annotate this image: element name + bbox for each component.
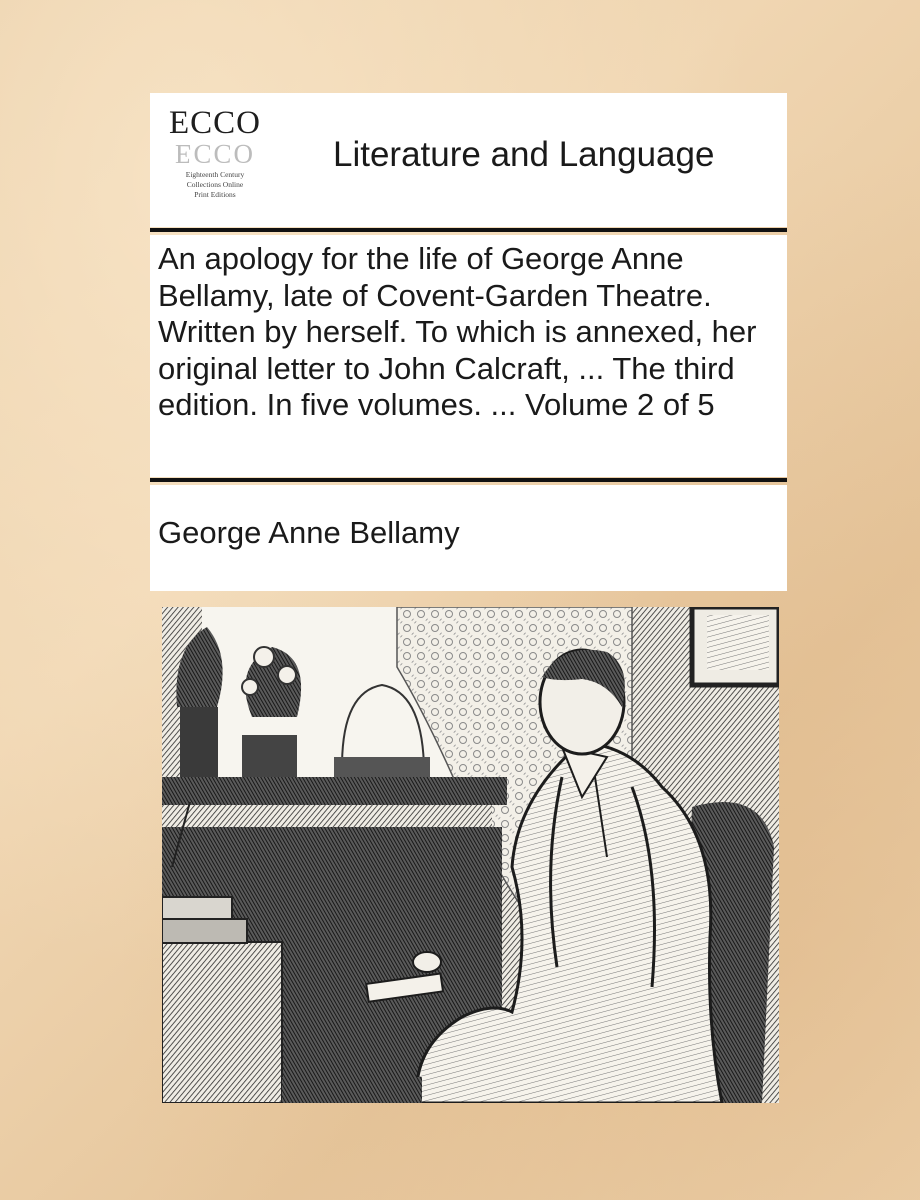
logo-line: Collections Online: [186, 180, 244, 189]
engraving-illustration: [162, 607, 779, 1103]
side-table: [162, 942, 282, 1103]
ecco-logo: [165, 105, 265, 215]
book-title: An apology for the life of George Anne Bellamy, late of Covent-Garden Theatre. Written by herself. To which is annexed, her original letter to John Calcraft, ... The third edition. In five volumes. ... Volume 2 of 5: [158, 241, 757, 422]
logo-line: Eighteenth Century: [185, 170, 245, 179]
divider-rule: [150, 478, 787, 482]
author-block: [150, 485, 787, 591]
title-block: [150, 235, 787, 477]
logo-reflection: ECCO: [174, 139, 255, 169]
series-title: Literature and Language: [333, 135, 715, 174]
window-sill: [162, 777, 507, 805]
divider-rule: [150, 228, 787, 232]
logo-caption: [165, 170, 265, 200]
books: [162, 897, 232, 919]
author-name: George Anne Bellamy: [158, 515, 460, 550]
logo-line: Print Editions: [194, 190, 236, 199]
cover-header: [150, 93, 787, 227]
logo-wordmark: ECCO: [168, 105, 261, 141]
